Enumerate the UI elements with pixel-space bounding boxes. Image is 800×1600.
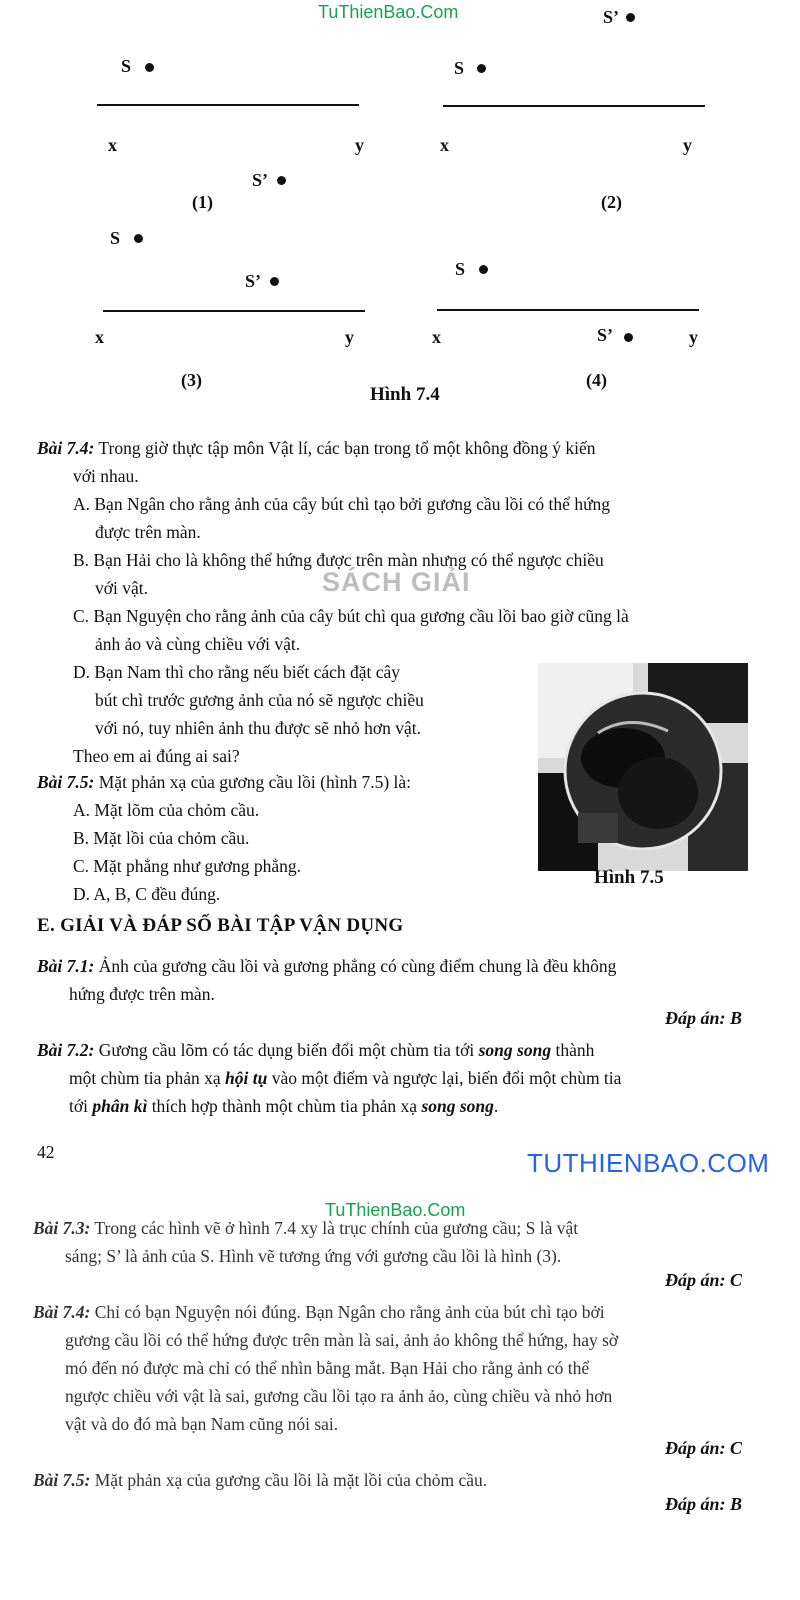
option-line: ảnh ảo và cùng chiều với vật. xyxy=(95,634,301,654)
answer-label: Đáp án: C xyxy=(664,1270,742,1290)
watermark-mid: TuThienBao.Com xyxy=(325,1200,466,1220)
section-heading: E. GIẢI VÀ ĐÁP SỐ BÀI TẬP VẬN DỤNG xyxy=(37,915,404,936)
exercise-7-5-line: Bài 7.5: Mặt phản xạ của gương cầu lồi (hình 7.5) là: xyxy=(37,772,412,792)
option-line: D. Bạn Nam thì cho rằng nếu biết cách đặt cây xyxy=(73,662,401,682)
panel-label: (3) xyxy=(181,370,202,390)
solution-text-line: mó đến nó được mà chỉ có thể nhìn bằng mắt. Bạn Hải cho rằng ảnh có thể xyxy=(65,1358,590,1378)
option-line: A. Bạn Ngân cho rằng ảnh của cây bút chì tạo bởi gương cầu lồi có thể hứng xyxy=(73,494,611,514)
option-line: với vật. xyxy=(95,578,148,598)
option-line: B. Mặt lồi của chỏm cầu. xyxy=(73,828,250,848)
solution-7-2-line3: tới phân kì thích hợp thành một chùm tia phản xạ song song. xyxy=(69,1096,499,1116)
principal-axis-line xyxy=(97,104,359,106)
solution-text-line: vật và do đó mà bạn Nam cũng nói sai. xyxy=(65,1414,339,1434)
solution-text-line: ngược chiều với vật là sai, gương cầu lồi tạo ra ảnh ảo, cùng chiều và nhỏ hơn xyxy=(65,1386,613,1406)
solution-7-3-line1: Bài 7.3: Trong các hình vẽ ở hình 7.4 xy là trục chính của gương cầu; S là vật xyxy=(33,1218,579,1238)
option-line: bút chì trước gương ảnh của nó sẽ ngược chiều xyxy=(95,690,424,710)
convex-mirror-image xyxy=(538,663,748,871)
fig-label-s-prime: S’ xyxy=(252,170,269,190)
watermark-bottom: TUTHIENBAO.COM xyxy=(527,1148,770,1178)
fig-label-s-prime: S’ xyxy=(245,271,262,291)
fig-label-s-prime: S’ xyxy=(603,7,620,27)
fig-label-x: x xyxy=(108,135,117,155)
solution-text-line: gương cầu lồi có thể hứng được trên màn là sai, ảnh ảo không thể hứng, hay sờ xyxy=(65,1330,619,1350)
solution-7-2-line2: một chùm tia phản xạ hội tụ vào một điểm và ngược lại, biến đổi một chùm tia xyxy=(69,1068,622,1088)
option-line: C. Mặt phẳng như gương phẳng. xyxy=(73,856,301,876)
point-dot xyxy=(145,63,154,72)
watermark-center: SÁCH GIẢI xyxy=(322,567,471,597)
watermark-top: TuThienBao.Com xyxy=(318,2,459,22)
fig-label-s: S xyxy=(454,58,465,78)
option-line: với nó, tuy nhiên ảnh thu được sẽ nhỏ hơn vật. xyxy=(95,718,421,738)
solution-text-line: sáng; S’ là ảnh của S. Hình vẽ tương ứng với gương cầu lồi là hình (3). xyxy=(65,1246,562,1266)
option-line: D. A, B, C đều đúng. xyxy=(73,884,221,904)
page-number: 42 xyxy=(37,1142,55,1162)
fig-label-y: y xyxy=(689,327,698,347)
fig-label-s: S xyxy=(121,56,132,76)
question-line: Theo em ai đúng ai sai? xyxy=(73,746,240,766)
principal-axis-line xyxy=(437,309,699,311)
option-line: A. Mặt lõm của chỏm cầu. xyxy=(73,800,260,820)
figure-caption: Hình 7.4 xyxy=(370,384,440,405)
point-dot xyxy=(479,265,488,274)
fig-label-x: x xyxy=(95,327,104,347)
option-line: được trên màn. xyxy=(95,522,201,542)
panel-label: (1) xyxy=(192,192,213,212)
fig-label-y: y xyxy=(345,327,354,347)
solution-7-2-line1: Bài 7.2: Gương cầu lõm có tác dụng biến đổi một chùm tia tới song song thành xyxy=(37,1040,595,1060)
solution-7-4-line1: Bài 7.4: Chỉ có bạn Nguyện nói đúng. Bạn Ngân cho rằng ảnh của bút chì tạo bởi xyxy=(33,1302,605,1322)
panel-label: (4) xyxy=(586,370,607,390)
fig-label-x: x xyxy=(440,135,449,155)
figure-caption: Hình 7.5 xyxy=(594,867,664,888)
answer-label: Đáp án: B xyxy=(664,1008,742,1028)
fig-label-s: S xyxy=(110,228,121,248)
panel-label: (2) xyxy=(601,192,622,212)
fig-label-s-prime: S’ xyxy=(597,325,614,345)
solution-7-5-line: Bài 7.5: Mặt phản xạ của gương cầu lồi là mặt lồi của chỏm cầu. xyxy=(33,1470,488,1490)
option-line: C. Bạn Nguyện cho rằng ảnh của cây bút chì qua gương cầu lồi bao giờ cũng là xyxy=(73,606,629,626)
convex-mirror-photo xyxy=(538,663,748,871)
point-dot xyxy=(134,234,143,243)
fig-label-y: y xyxy=(355,135,364,155)
point-dot xyxy=(626,13,635,22)
fig-label-s: S xyxy=(455,259,466,279)
answer-label: Đáp án: C xyxy=(664,1438,742,1458)
point-dot xyxy=(477,64,486,73)
solution-text-line: hứng được trên màn. xyxy=(69,984,215,1004)
exercise-7-4-line1: Bài 7.4: Trong giờ thực tập môn Vật lí, các bạn trong tổ một không đồng ý kiến xyxy=(37,438,596,458)
exercise-text-line: với nhau. xyxy=(73,466,139,486)
answer-label: Đáp án: B xyxy=(664,1494,742,1514)
point-dot xyxy=(624,333,633,342)
principal-axis-line xyxy=(443,105,705,107)
option-line: B. Bạn Hải cho là không thể hứng được trên màn nhưng có thể ngược chiều xyxy=(73,550,604,570)
principal-axis-line xyxy=(103,310,365,312)
point-dot xyxy=(277,176,286,185)
solution-7-1-line1: Bài 7.1: Ảnh của gương cầu lồi và gương phẳng có cùng điểm chung là đều không xyxy=(37,956,617,976)
point-dot xyxy=(270,277,279,286)
fig-label-x: x xyxy=(432,327,441,347)
fig-label-y: y xyxy=(683,135,692,155)
